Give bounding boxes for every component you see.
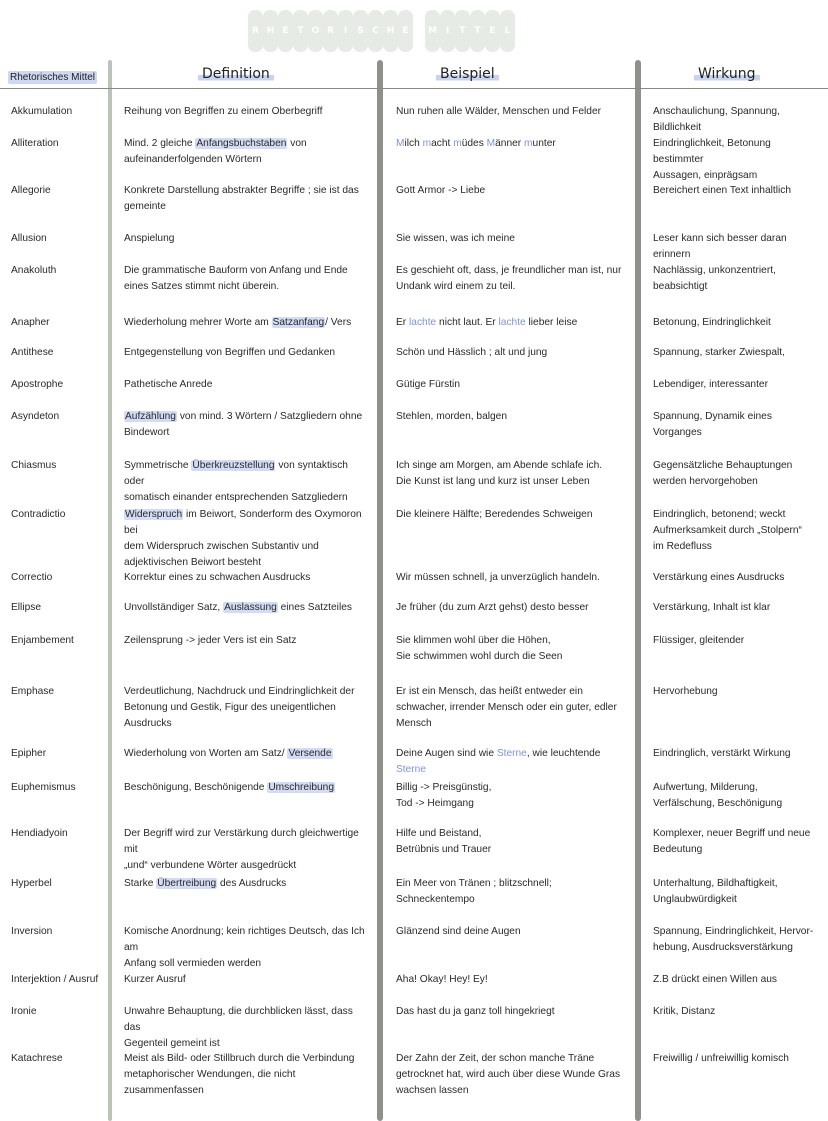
wirkung-line: werden hervorgehoben	[653, 476, 758, 487]
definition-line: Ausdrucks	[124, 718, 172, 729]
wirkung-cell	[653, 377, 823, 393]
device-name: Hendiadyoin	[11, 828, 68, 839]
definition-cell	[124, 1051, 370, 1099]
wirkung-cell	[653, 1004, 823, 1020]
definition-line: Aufzählung von mind. 3 Wörtern / Satzgliedern ohne	[125, 411, 363, 422]
beispiel-cell	[396, 263, 630, 295]
definition-cell	[124, 684, 370, 732]
definition-line: Starke Übertreibung des Ausdrucks	[124, 878, 287, 889]
highlighted-term: Auslassung	[224, 602, 277, 613]
wirkung-line: Lebendiger, interessanter	[653, 379, 768, 390]
device-name: Allegorie	[11, 185, 51, 196]
beispiel-line: Tod -> Heimgang	[396, 798, 474, 809]
definition-cell	[124, 972, 370, 988]
wirkung-cell	[653, 972, 823, 988]
definition-line: Anspielung	[124, 233, 175, 244]
beispiel-line: Das hast du ja ganz toll hingekriegt	[396, 1006, 555, 1017]
definition-line: Verdeutlichung, Nachdruck und Eindringlichkeit der	[124, 686, 355, 697]
beispiel-line: Es geschieht oft, dass, je freundlicher man ist, nur	[396, 265, 622, 276]
definition-line: Meist als Bild- oder Stillbruch durch die Verbindung	[124, 1053, 355, 1064]
column-divider	[108, 60, 112, 1121]
title-letter: E	[398, 10, 413, 52]
wirkung-line: Z.B drückt einen Willen aus	[653, 974, 778, 985]
beispiel-cell	[396, 876, 630, 908]
definition-line: „und“ verbundene Wörter ausgedrückt	[124, 860, 297, 871]
column-divider	[377, 60, 383, 1121]
title-letter: E	[278, 10, 293, 52]
wirkung-line: Eindringlich, betonend; weckt	[653, 509, 786, 520]
wirkung-line: Betonung, Eindringlichkeit	[653, 317, 771, 328]
title-letter: E	[485, 10, 500, 52]
highlighted-term: Übertreibung	[157, 878, 217, 889]
beispiel-line: Aha! Okay! Hey! Ey!	[396, 974, 488, 985]
wirkung-line: beabsichtigt	[653, 281, 708, 292]
beispiel-cell	[396, 924, 630, 940]
definition-cell	[124, 231, 370, 247]
title-letter: R	[248, 10, 263, 52]
device-name: Katachrese	[11, 1053, 63, 1064]
definition-line: Betonung und Gestik, Figur des uneigentlichen	[124, 702, 336, 713]
definition-line: metaphorischer Wendungen, die nicht zusammenfassen	[124, 1069, 296, 1096]
wirkung-cell	[653, 231, 823, 263]
title-letter: R	[323, 10, 338, 52]
wirkung-line: Bereichert einen Text inhaltlich	[653, 185, 791, 196]
definition-line: Anfang soll vermieden werden	[124, 958, 262, 969]
definition-line: Die grammatische Bauform von Anfang und Ende	[124, 265, 348, 276]
wirkung-line: Aussagen, einprägsam	[653, 170, 758, 181]
beispiel-line: Schön und Hässlich ; alt und jung	[396, 347, 548, 358]
colored-letters: lachte	[498, 317, 526, 328]
beispiel-line: Wir müssen schnell, ja unverzüglich handeln.	[396, 572, 600, 583]
title-letter: S	[353, 10, 368, 52]
beispiel-line: Die kleinere Hälfte; Beredendes Schweigen	[396, 509, 593, 520]
highlighted-term: Überkreuzstellung	[192, 460, 275, 471]
wirkung-line: Unterhaltung, Bildhaftigkeit,	[653, 878, 778, 889]
definition-cell	[124, 570, 370, 586]
beispiel-cell	[396, 104, 630, 120]
definition-cell	[124, 1004, 370, 1052]
device-name: Alliteration	[11, 138, 59, 149]
wirkung-cell	[653, 104, 823, 136]
definition-line: Kurzer Ausruf	[124, 974, 186, 985]
definition-line: Gegenteil gemeint ist	[124, 1038, 220, 1049]
definition-cell	[124, 345, 370, 361]
beispiel-cell	[396, 345, 630, 361]
title-letter: T	[455, 10, 470, 52]
device-name: Interjektion / Ausruf	[11, 974, 99, 985]
definition-line: Unvollständiger Satz, Auslassung eines Satzteiles	[124, 602, 352, 613]
beispiel-line: Hilfe und Beistand,	[396, 828, 482, 839]
beispiel-line: Sie schwimmen wohl durch die Seen	[396, 651, 563, 662]
definition-line: Bindewort	[124, 427, 170, 438]
colored-letters: M	[486, 138, 496, 149]
wirkung-line: Spannung, starker Zwiespalt,	[653, 347, 785, 358]
wirkung-line: Unglaubwürdigkeit	[653, 894, 737, 905]
definition-line: Unwahre Behauptung, die durchblicken lässt, dass das	[124, 1006, 353, 1033]
title-letter: C	[368, 10, 383, 52]
wirkung-line: Aufmerksamkeit durch „Stolpern“	[653, 525, 802, 536]
beispiel-line: Betrübnis und Trauer	[396, 844, 492, 855]
beispiel-line: Sie klimmen wohl über die Höhen,	[396, 635, 551, 646]
device-name: Ellipse	[11, 602, 42, 613]
definition-line: Der Begriff wird zur Verstärkung durch gleichwertige mit	[124, 828, 359, 855]
device-name: Emphase	[11, 686, 55, 697]
title-letter: H	[263, 10, 278, 52]
wirkung-line: Nachlässig, unkonzentriert,	[653, 265, 776, 276]
device-name: Contradictio	[11, 509, 66, 520]
beispiel-cell	[396, 826, 630, 858]
definition-cell	[124, 263, 370, 295]
beispiel-cell	[396, 633, 630, 665]
title-letter: I	[440, 10, 455, 52]
wirkung-cell	[653, 633, 823, 649]
header-wirkung: Wirkung	[694, 66, 760, 82]
device-name: Allusion	[11, 233, 47, 244]
highlighted-term: Versende	[288, 748, 332, 759]
wirkung-line: Verfälschung, Beschönigung	[653, 798, 783, 809]
wirkung-cell	[653, 780, 823, 812]
definition-line: Komische Anordnung; kein richtiges Deutsch, das Ich am	[124, 926, 365, 953]
definition-cell	[124, 876, 370, 892]
beispiel-line: Er ist ein Mensch, das heißt entweder ein	[396, 686, 583, 697]
beispiel-line: Sie wissen, was ich meine	[396, 233, 515, 244]
title-letter: M	[425, 10, 440, 52]
definition-line: Widerspruch im Beiwort, Sonderform des Oxymoron bei	[124, 509, 362, 536]
colored-letters: m	[524, 138, 533, 149]
device-name: Asyndeton	[11, 411, 60, 422]
wirkung-cell	[653, 183, 823, 199]
header-beispiel: Beispiel	[436, 66, 499, 82]
title-letter: T	[470, 10, 485, 52]
beispiel-cell	[396, 458, 630, 490]
beispiel-line: Undank wird einem zu teil.	[396, 281, 516, 292]
colored-letters: M	[396, 138, 405, 149]
definition-cell	[124, 409, 370, 441]
device-name: Hyperbel	[11, 878, 52, 889]
wirkung-line: Gegensätzliche Behauptungen	[653, 460, 793, 471]
beispiel-line: schwacher, irrender Mensch oder ein guter, edler	[396, 702, 617, 713]
wirkung-cell	[653, 458, 823, 490]
definition-line: Wiederholung mehrer Worte am Satzanfang/ Vers	[124, 317, 352, 328]
definition-line: Symmetrische Überkreuzstellung von syntaktisch oder	[124, 460, 348, 487]
definition-line: Wiederholung von Worten am Satz/ Versende	[124, 748, 332, 759]
colored-letters: m	[422, 138, 432, 149]
beispiel-line: Glänzend sind deine Augen	[396, 926, 521, 937]
beispiel-line: Nun ruhen alle Wälder, Menschen und Felder	[396, 106, 601, 117]
title-letter: O	[308, 10, 323, 52]
beispiel-line: Deine Augen sind wie Sterne, wie leuchtende Sterne	[396, 748, 601, 775]
definition-line: eines Satzes stimmt nicht überein.	[124, 281, 280, 292]
wirkung-line: im Redefluss	[653, 541, 712, 552]
beispiel-line: Billig -> Preisgünstig,	[396, 782, 492, 793]
wirkung-line: Aufwertung, Milderung,	[653, 782, 758, 793]
beispiel-line: Die Kunst ist lang und kurz ist unser Leben	[396, 476, 590, 487]
beispiel-cell	[396, 684, 630, 732]
definition-line: aufeinanderfolgenden Wörtern	[124, 154, 262, 165]
page-title	[0, 8, 828, 50]
wirkung-cell	[653, 136, 823, 184]
beispiel-line: Ich singe am Morgen, am Abende schlafe ich.	[396, 460, 603, 471]
colored-letters: lachte	[409, 317, 437, 328]
definition-line: Konkrete Darstellung abstrakter Begriffe ; sie ist das	[124, 185, 359, 196]
wirkung-cell	[653, 826, 823, 858]
wirkung-line: Flüssiger, gleitender	[653, 635, 745, 646]
beispiel-line: Ein Meer von Tränen ; blitzschnell; Schneckentempo	[396, 878, 552, 905]
colored-letters: Sterne	[496, 748, 527, 759]
wirkung-line: Eindringlich, verstärkt Wirkung	[653, 748, 791, 759]
wirkung-cell	[653, 409, 823, 441]
wirkung-line: Leser kann sich besser daran erinnern	[653, 233, 787, 260]
beispiel-line: Mensch	[396, 718, 432, 729]
beispiel-line: Der Zahn der Zeit, der schon manche Träne	[396, 1053, 595, 1064]
highlighted-term: Umschreibung	[268, 782, 334, 793]
beispiel-cell	[396, 972, 630, 988]
column-divider	[635, 60, 641, 1121]
highlighted-term: Widerspruch	[125, 509, 183, 520]
title-letter: I	[338, 10, 353, 52]
beispiel-cell	[396, 780, 630, 812]
beispiel-cell	[396, 600, 630, 616]
definition-cell	[124, 183, 370, 215]
definition-line: Beschönigung, Beschönigende Umschreibung	[124, 782, 334, 793]
wirkung-cell	[653, 345, 823, 361]
highlighted-term: Aufzählung	[125, 411, 176, 422]
beispiel-cell	[396, 507, 630, 523]
beispiel-line: Gütige Fürstin	[396, 379, 460, 390]
beispiel-cell	[396, 231, 630, 247]
definition-cell	[124, 458, 370, 506]
title-letter: H	[383, 10, 398, 52]
title-letter: T	[293, 10, 308, 52]
beispiel-line: wachsen lassen	[396, 1085, 469, 1096]
device-name: Inversion	[11, 926, 53, 937]
device-name: Chiasmus	[11, 460, 57, 471]
definition-cell	[124, 104, 370, 120]
definition-cell	[124, 633, 370, 649]
wirkung-line: Komplexer, neuer Begriff und neue	[653, 828, 811, 839]
device-name: Apostrophe	[11, 379, 64, 390]
wirkung-cell	[653, 263, 823, 295]
beispiel-line: Je früher (du zum Arzt gehst) desto besser	[396, 602, 589, 613]
wirkung-cell	[653, 684, 823, 700]
beispiel-line: Stehlen, morden, balgen	[396, 411, 508, 422]
device-name: Anapher	[11, 317, 50, 328]
definition-cell	[124, 315, 370, 331]
device-name: Euphemismus	[11, 782, 76, 793]
definition-cell	[124, 507, 370, 571]
definition-cell	[124, 136, 370, 168]
wirkung-cell	[653, 570, 823, 586]
definition-cell	[124, 780, 370, 796]
wirkung-line: Bedeutung	[653, 844, 703, 855]
wirkung-cell	[653, 600, 823, 616]
header-mittel: Rhetorisches Mittel	[10, 72, 96, 83]
definition-line: Zeilensprung -> jeder Vers ist ein Satz	[124, 635, 297, 646]
wirkung-cell	[653, 1051, 823, 1067]
wirkung-line: Verstärkung, Inhalt ist klar	[653, 602, 771, 613]
beispiel-cell	[396, 1051, 630, 1099]
wirkung-cell	[653, 507, 823, 555]
device-name: Antithese	[11, 347, 54, 358]
beispiel-cell	[396, 183, 630, 199]
wirkung-line: Kritik, Distanz	[653, 1006, 716, 1017]
beispiel-cell	[396, 570, 630, 586]
wirkung-line: Spannung, Eindringlichkeit, Hervor-	[653, 926, 814, 937]
device-name: Enjambement	[11, 635, 74, 646]
wirkung-line: hebung, Ausdrucksverstärkung	[653, 942, 793, 953]
wirkung-line: Anschaulichung, Spannung, Bildlichkeit	[653, 106, 780, 133]
beispiel-line: Er lachte nicht laut. Er lachte lieber leise	[396, 317, 578, 328]
colored-letters: m	[453, 138, 462, 149]
definition-line: Korrektur eines zu schwachen Ausdrucks	[124, 572, 311, 583]
wirkung-line: Hervorhebung	[653, 686, 718, 697]
definition-line: dem Widerspruch zwischen Substantiv und	[124, 541, 319, 552]
highlighted-term: Satzanfang	[272, 317, 325, 328]
wirkung-line: Freiwillig / unfreiwillig komisch	[653, 1053, 789, 1064]
wirkung-line: Eindringlichkeit, Betonung bestimmter	[653, 138, 771, 165]
wirkung-cell	[653, 924, 823, 956]
definition-line: gemeinte	[124, 201, 166, 212]
highlighted-term: Anfangsbuchstaben	[196, 138, 287, 149]
wirkung-line: Spannung, Dynamik eines Vorganges	[653, 411, 772, 438]
beispiel-cell	[396, 315, 630, 331]
definition-line: somatisch einander entsprechenden Satzgliedern	[124, 492, 348, 503]
device-name: Ironie	[11, 1006, 37, 1017]
definition-cell	[124, 746, 370, 762]
definition-cell	[124, 600, 370, 616]
beispiel-cell	[396, 377, 630, 393]
definition-line: adjektivischen Beiwort besteht	[124, 557, 262, 568]
definition-line: Reihung von Begriffen zu einem Oberbegriff	[124, 106, 323, 117]
device-name: Akkumulation	[11, 106, 73, 117]
beispiel-cell	[396, 746, 630, 778]
beispiel-cell	[396, 409, 630, 425]
definition-cell	[124, 377, 370, 393]
device-name: Anakoluth	[11, 265, 57, 276]
device-name: Correctio	[11, 572, 53, 583]
header-definition: Definition	[198, 66, 274, 82]
wirkung-cell	[653, 876, 823, 908]
beispiel-line: getrocknet hat, wird auch über diese Wunde Gras	[396, 1069, 621, 1080]
header-underline	[0, 88, 828, 89]
colored-letters: Sterne	[396, 764, 427, 775]
definition-line: Entgegenstellung von Begriffen und Gedanken	[124, 347, 336, 358]
beispiel-line: Gott Armor -> Liebe	[396, 185, 486, 196]
definition-cell	[124, 924, 370, 972]
beispiel-line: Milch macht müdes Männer munter	[396, 138, 556, 149]
definition-line: Pathetische Anrede	[124, 379, 213, 390]
device-name: Epipher	[11, 748, 47, 759]
beispiel-cell	[396, 136, 630, 152]
definition-line: Mind. 2 gleiche Anfangsbuchstaben von	[124, 138, 307, 149]
title-letter: L	[500, 10, 515, 52]
beispiel-cell	[396, 1004, 630, 1020]
wirkung-line: Verstärkung eines Ausdrucks	[653, 572, 785, 583]
wirkung-cell	[653, 746, 823, 762]
wirkung-cell	[653, 315, 823, 331]
definition-cell	[124, 826, 370, 874]
